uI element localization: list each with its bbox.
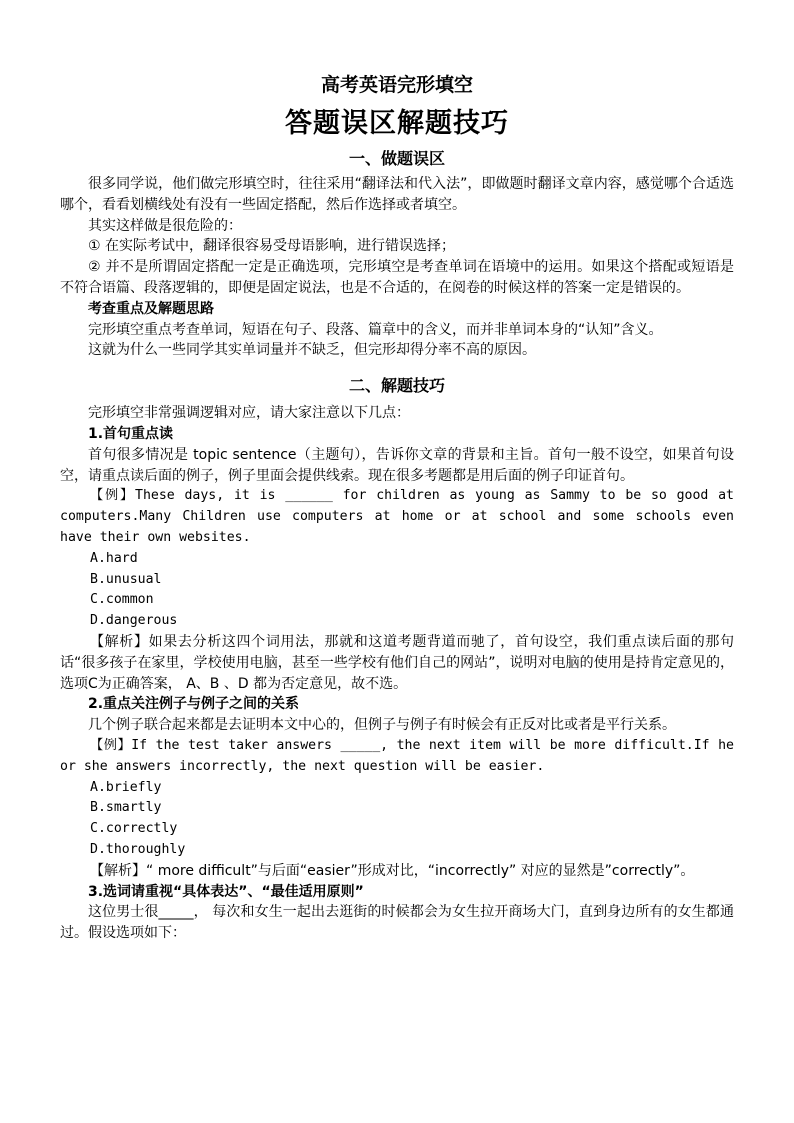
section1-paragraph: ① 在实际考试中，翻译很容易受母语影响，进行错误选择； xyxy=(88,238,455,255)
tip1-option: C.common xyxy=(90,592,154,608)
section1-paragraph: 很多同学说，他们做完形填空时，往往采用“翻译法和代入法”，即做题时翻译文章内容，感觉哪个合适选哪个，看看划横线处有没有一些固定搭配，然后作选择或者填空。 xyxy=(60,176,734,213)
tip1-example: 【例】These days, it is ______ for children as young as Sammy to be so good at computers.Many Children use computers at home or at school and some schools even have their own websites. xyxy=(60,488,734,545)
tip2-option: D.thoroughly xyxy=(90,841,186,857)
tip1-heading: 1.首句重点读 xyxy=(88,425,174,442)
title-line-1: 高考英语完形填空 xyxy=(320,74,473,96)
section2-intro: 完形填空非常强调逻辑对应，请大家注意以下几点： xyxy=(88,405,410,422)
title-line-2: 答题误区解题技巧 xyxy=(285,108,509,139)
tip1-option: A.hard xyxy=(90,550,138,566)
tip1-option: B.unusual xyxy=(90,571,162,587)
tip2-option: A.briefly xyxy=(90,779,162,795)
section1-paragraph: 其实这样做是很危险的： xyxy=(88,217,242,234)
tip2-analysis: 【解析】“ more difficult”与后面“easier”形成对比，“incorrectly” 对应的显然是”correctly”。 xyxy=(90,862,695,879)
section1-paragraph: ② 并不是所谓固定搭配一定是正确选项，完形填空是考查单词在语境中的运用。如果这个搭配或短语是不符合语篇、段落逻辑的，即便是固定说法，也是不合适的，在阅卷的时候这样的答案一定是错误的。 xyxy=(60,259,734,296)
tip2-option: C.correctly xyxy=(90,821,178,837)
section1-paragraph: 这就为什么一些同学其实单词量并不缺乏，但完形却得分率不高的原因。 xyxy=(88,342,536,359)
section1-heading: 一、做题误区 xyxy=(348,149,445,168)
tip3-heading: 3.选词请重视“具体表达”、“最佳适用原则” xyxy=(88,883,364,900)
tip1-option: D.dangerous xyxy=(90,613,178,629)
tip2-example: 【例】If the test taker answers _____, the next item will be more difficult.If he or she answers incorrectly, the next question will be easier. xyxy=(60,737,734,774)
tip1-analysis: 【解析】如果去分析这四个词用法，那就和这道考题背道而驰了，首句设空，我们重点读后面的那句话“很多孩子在家里，学校使用电脑，甚至一些学校有他们自己的网站”，说明对电脑的使用是持肯定意见的，选项C为正确答案， A、B 、D 都为否定意见，故不选。 xyxy=(60,633,734,692)
tip3-body: 这位男士很_____， 每次和女生一起出去逛街的时候都会为女生拉开商场大门，直到身边所有的女生都通过。假设选项如下： xyxy=(60,904,734,942)
document-page xyxy=(60,68,734,944)
section2-heading: 二、解题技巧 xyxy=(348,376,445,396)
section1-subheading: 考查重点及解题思路 xyxy=(88,300,214,317)
section1-paragraph: 完形填空重点考查单词，短语在句子、段落、篇章中的含义，而并非单词本身的“认知”含义。 xyxy=(88,321,663,338)
tip1-body: 首句很多情况是 topic sentence（主题句），告诉你文章的背景和主旨。首句一般不设空，如果首句设空，请重点读后面的例子，例子里面会提供线索。现在很多考题都是用后面的例子印证首句。 xyxy=(60,446,734,484)
tip2-body: 几个例子联合起来都是去证明本文中心的，但例子与例子有时候会有正反对比或者是平行关系。 xyxy=(88,717,676,734)
tip2-heading: 2.重点关注例子与例子之间的关系 xyxy=(88,696,300,713)
tip2-option: B.smartly xyxy=(90,800,162,816)
